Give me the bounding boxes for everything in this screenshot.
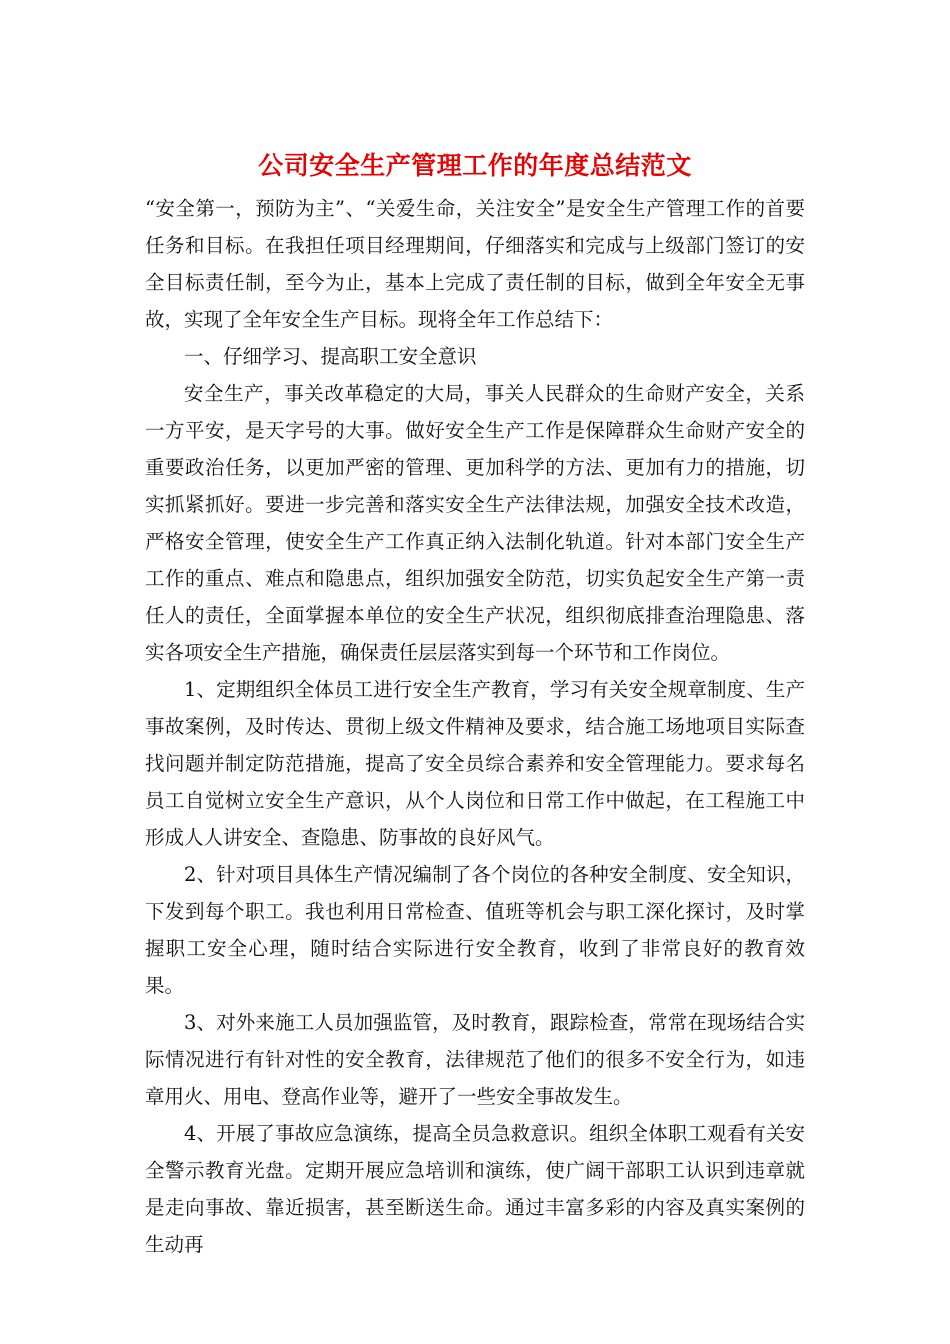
list-item-2: 2、针对项目具体生产情况编制了各个岗位的各种安全制度、安全知识，下发到每个职工。我也利用日常检查、值班等机会与职工深化探讨，及时掌握职工安全心理，随时结合实际进行安全教育，收到了非常良好的教育效果。	[145, 863, 805, 997]
intro-paragraph: “安全第一，预防为主”、“关爱生命，关注安全”是安全生产管理工作的首要任务和目标。在我担任项目经理期间，仔细落实和完成与上级部门签订的安全目标责任制，至今为止，基本上完成了责任制的目标，做到全年安全无事故，实现了全年安全生产目标。现将全年工作总结下：	[145, 197, 805, 331]
list-item-3: 3、对外来施工人员加强监管，及时教育，跟踪检查，常常在现场结合实际情况进行有针对性的安全教育，法律规范了他们的很多不安全行为，如违章用火、用电、登高作业等，避开了一些安全事故发生。	[145, 1011, 805, 1108]
document-body	[145, 190, 805, 1263]
body-paragraph: 安全生产，事关改革稳定的大局，事关人民群众的生命财产安全，关系一方平安，是天字号的大事。做好安全生产工作是保障群众生命财产安全的重要政治任务，以更加严密的管理、更加科学的方法、更加有力的措施，切实抓紧抓好。要进一步完善和落实安全生产法律法规，加强安全技术改造，严格安全管理，使安全生产工作真正纳入法制化轨道。针对本部门安全生产工作的重点、难点和隐患点，组织加强安全防范，切实负起安全生产第一责任人的责任，全面掌握本单位的安全生产状况，组织彻底排查治理隐患、落实各项安全生产措施，确保责任层层落实到每一个环节和工作岗位。	[145, 382, 805, 664]
list-item-1: 1、定期组织全体员工进行安全生产教育，学习有关安全规章制度、生产事故案例，及时传达、贯彻上级文件精神及要求，结合施工场地项目实际查找问题并制定防范措施，提高了安全员综合素养和安全管理能力。要求每名员工自觉树立安全生产意识，从个人岗位和日常工作中做起，在工程施工中形成人人讲安全、查隐患、防事故的良好风气。	[145, 678, 805, 849]
section-heading: 一、仔细学习、提高职工安全意识	[184, 345, 477, 368]
list-item-4: 4、开展了事故应急演练，提高全员急救意识。组织全体职工观看有关安全警示教育光盘。定期开展应急培训和演练，使广阔干部职工认识到违章就是走向事故、靠近损害，甚至断送生命。通过丰富多彩的内容及真实案例的生动再	[145, 1122, 805, 1256]
document-title: 公司安全生产管理工作的年度总结范文	[258, 151, 692, 180]
